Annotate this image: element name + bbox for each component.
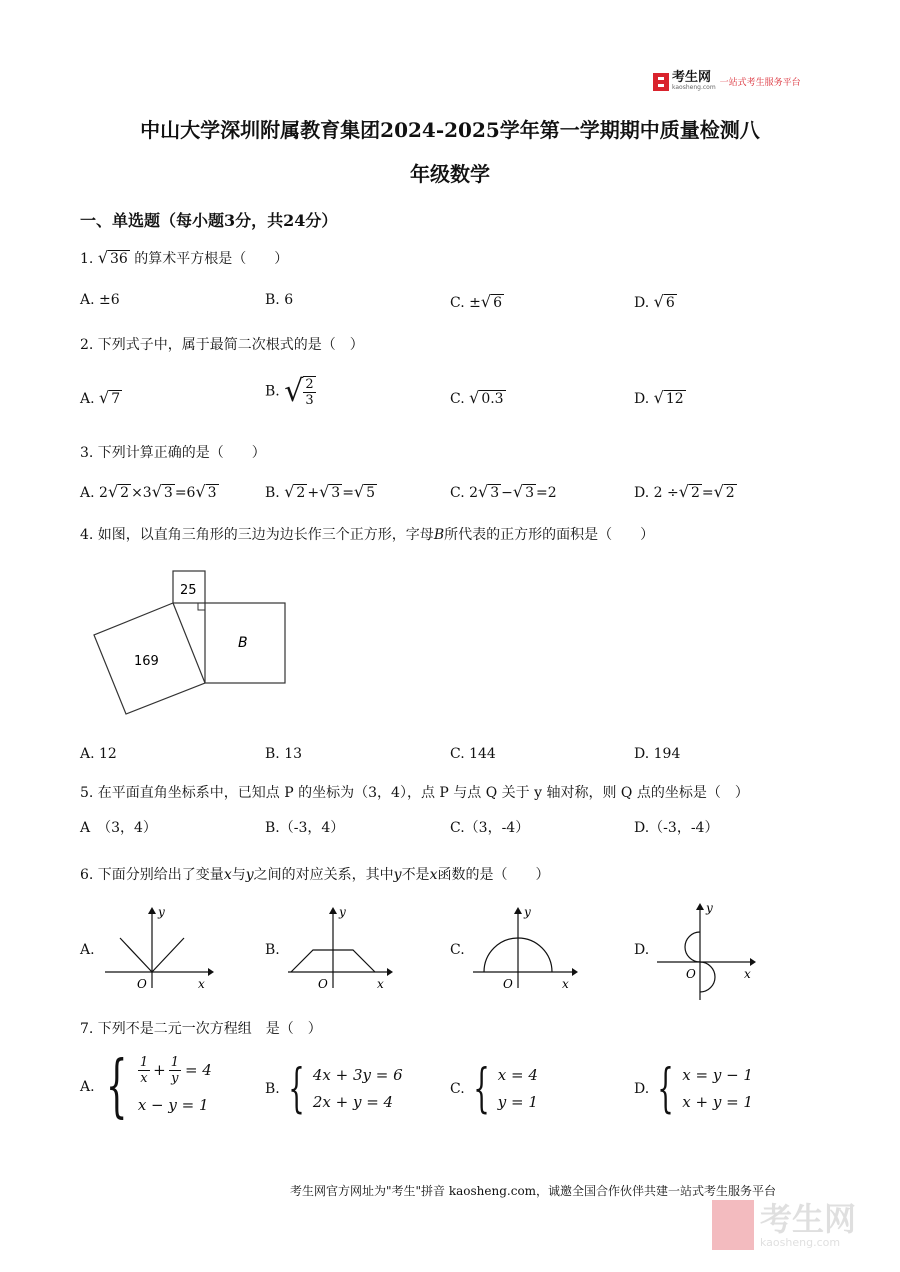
q3-d-rad2: 2 bbox=[725, 485, 735, 501]
q7-option-a bbox=[80, 1047, 212, 1126]
sqrt-sign: √ bbox=[195, 482, 206, 501]
q4-option-d: D. 194 bbox=[634, 746, 681, 762]
brand-domain: kaosheng.com bbox=[672, 84, 716, 91]
sqrt-sign: √ bbox=[151, 482, 162, 501]
sqrt-sign: √ bbox=[653, 388, 664, 407]
q7-c-label: C. bbox=[450, 1081, 465, 1097]
q1-c-radicand: 6 bbox=[493, 295, 502, 311]
q5-option-a: A （3，4） bbox=[80, 820, 157, 836]
q3-a-rad2: 3 bbox=[163, 485, 173, 501]
q3-b-op: + bbox=[307, 485, 320, 501]
q7-c-eq2: y = 1 bbox=[497, 1093, 538, 1111]
q1-number: 1. bbox=[80, 251, 94, 267]
q7-d-brace: { bbox=[657, 1059, 675, 1119]
q4-left-label: 169 bbox=[134, 654, 159, 669]
q7-c-system bbox=[498, 1062, 538, 1116]
section-heading: 一、单选题（每小题3分，共24分） bbox=[80, 211, 338, 230]
q7-b-system bbox=[313, 1062, 403, 1116]
q6-c-label: C. bbox=[450, 942, 465, 958]
q1-option-a: A. ±6 bbox=[80, 292, 120, 308]
q6-graph-a bbox=[100, 902, 220, 992]
q7-d-system bbox=[682, 1062, 753, 1116]
sqrt-sign: √ bbox=[480, 292, 492, 311]
q6-var-y: y bbox=[245, 867, 254, 883]
sqrt-sign: √ bbox=[284, 374, 304, 409]
q2-d-radicand: 12 bbox=[665, 391, 684, 407]
sqrt-sign: √ bbox=[353, 482, 365, 501]
q4-small-label: 25 bbox=[180, 583, 197, 598]
q6-var-x: x bbox=[223, 867, 232, 883]
q1-radicand: 36 bbox=[110, 251, 128, 267]
q2-b-denominator: 3 bbox=[305, 392, 314, 408]
q3-c-rad2: 3 bbox=[525, 485, 535, 501]
question-7: 7. 下列不是二元一次方程组 是（ ） bbox=[80, 1021, 322, 1037]
q6-graph-c bbox=[468, 902, 588, 992]
q3-d-eq: = bbox=[701, 485, 714, 501]
q2-b-label: B. bbox=[265, 383, 280, 400]
footer-note: 考生网官方网址为"考生"拼音 kaosheng.com，诚邀全国合作伙伴共建一站式考生服务平台 bbox=[290, 1184, 777, 1198]
q7-a-brace: { bbox=[105, 1047, 128, 1126]
q3-c-rad1: 3 bbox=[490, 485, 500, 501]
question-1 bbox=[80, 248, 288, 268]
q7-a-label: A. bbox=[80, 1079, 95, 1095]
q7-option-d bbox=[634, 1059, 753, 1119]
q4-option-a: A. 12 bbox=[80, 746, 117, 762]
watermark-icon bbox=[712, 1200, 754, 1250]
q7-a-eq2: x − y = 1 bbox=[137, 1096, 209, 1114]
q1-d-label: D. bbox=[634, 295, 650, 311]
watermark-name: 考生网 bbox=[760, 1199, 857, 1238]
watermark-logo bbox=[712, 1200, 856, 1250]
q1-c-pm: ± bbox=[469, 295, 481, 311]
q7-a-frac1 bbox=[138, 1055, 150, 1086]
q6-d-origin: O bbox=[686, 967, 696, 981]
page-title-line1: 中山大学深圳附属教育集团2024-2025学年第一学期期中质量检测八 bbox=[140, 118, 760, 142]
q3-c-eq: =2 bbox=[536, 485, 557, 501]
q3-c-label: C. bbox=[450, 485, 465, 501]
q6-text-mid3: 不是 bbox=[401, 867, 430, 883]
q6-text-mid1: 与 bbox=[231, 867, 246, 883]
q3-option-a bbox=[80, 482, 219, 501]
question-3: 3. 下列计算正确的是（ ） bbox=[80, 445, 266, 461]
q6-a-y-label: y bbox=[158, 905, 165, 919]
q6-a-x-label: x bbox=[198, 977, 205, 991]
q3-b-eq: = bbox=[342, 485, 354, 501]
q3-b-rad1: 2 bbox=[296, 485, 306, 501]
q4-option-b: B. 13 bbox=[265, 746, 303, 762]
q6-graph-b bbox=[283, 902, 403, 992]
q7-b-eq2: 2x + y = 4 bbox=[312, 1093, 394, 1111]
sqrt-sign: √ bbox=[97, 248, 109, 267]
q1-option-c bbox=[450, 292, 504, 311]
sqrt-sign: √ bbox=[713, 482, 724, 501]
q7-b-label: B. bbox=[265, 1081, 280, 1097]
question-2: 2. 下列式子中，属于最简二次根式的是（ ） bbox=[80, 337, 364, 353]
q7-a-plus: + bbox=[153, 1061, 166, 1079]
q7-a-f1-den: x bbox=[140, 1071, 148, 1086]
q3-d-label: D. bbox=[634, 485, 650, 501]
q6-b-x-label: x bbox=[377, 977, 384, 991]
q6-b-origin: O bbox=[318, 977, 328, 991]
brand-slogan: 一站式考生服务平台 bbox=[719, 78, 801, 88]
q3-b-label: B. bbox=[265, 485, 280, 501]
brand-logo-icon bbox=[653, 73, 669, 91]
q5-option-d: D.（-3，-4） bbox=[634, 820, 719, 836]
q6-b-y-label: y bbox=[339, 905, 346, 919]
sqrt-sign: √ bbox=[99, 388, 110, 407]
sqrt-sign: √ bbox=[678, 482, 689, 501]
q5-option-c: C.（3，-4） bbox=[450, 820, 530, 836]
q1-c-label: C. bbox=[450, 295, 465, 311]
q2-option-c bbox=[450, 388, 506, 407]
q3-c-coef: 2 bbox=[469, 485, 479, 501]
q6-c-origin: O bbox=[503, 977, 513, 991]
q7-c-brace: { bbox=[472, 1059, 490, 1119]
q7-a-f2-den: y bbox=[171, 1071, 179, 1086]
q7-a-eq1-tail: = 4 bbox=[184, 1061, 212, 1079]
q6-d-label: D. bbox=[634, 942, 650, 958]
sqrt-sign: √ bbox=[478, 482, 489, 501]
q2-d-label: D. bbox=[634, 391, 650, 407]
q3-a-label: A. bbox=[80, 485, 95, 501]
q6-c-y-label: y bbox=[524, 905, 531, 919]
q7-option-c bbox=[450, 1059, 538, 1119]
q2-option-a bbox=[80, 388, 122, 407]
q2-c-label: C. bbox=[450, 391, 465, 407]
watermark-domain: kaosheng.com bbox=[760, 1235, 841, 1249]
q2-option-d bbox=[634, 388, 686, 407]
q1-option-b: B. 6 bbox=[265, 292, 294, 308]
brand-name: 考生网 bbox=[672, 70, 712, 85]
q4-figure bbox=[88, 566, 298, 726]
q6-a-label: A. bbox=[80, 942, 95, 958]
page-title-line2: 年级数学 bbox=[410, 162, 490, 186]
q2-a-label: A. bbox=[80, 391, 95, 407]
q3-d-rad1: 2 bbox=[690, 485, 700, 501]
q1-option-d bbox=[634, 292, 677, 311]
q7-d-eq1: x = y − 1 bbox=[682, 1066, 753, 1084]
sqrt-sign: √ bbox=[469, 388, 480, 407]
question-4 bbox=[80, 524, 654, 544]
q1-text: 的算术平方根是（ ） bbox=[134, 251, 289, 267]
q7-c-eq1: x = 4 bbox=[497, 1066, 538, 1084]
q7-b-brace: { bbox=[288, 1059, 305, 1119]
q3-d-lhs: 2 ÷ bbox=[653, 485, 679, 501]
q5-option-b: B.（-3，4） bbox=[265, 820, 345, 836]
q7-a-frac2 bbox=[169, 1055, 181, 1086]
q6-text-tail: 函数的是（ ） bbox=[437, 867, 550, 883]
sqrt-sign: √ bbox=[512, 482, 524, 501]
q7-b-eq1: 4x + 3y = 6 bbox=[312, 1066, 403, 1084]
q3-a-op: ×3 bbox=[131, 485, 152, 501]
q3-a-eq: =6 bbox=[174, 485, 196, 501]
question-5: 5. 在平面直角坐标系中，已知点 P 的坐标为（3，4），点 P 与点 Q 关于 y 轴对称，则 Q 点的坐标是（ ） bbox=[80, 785, 749, 801]
q7-a-eq1 bbox=[138, 1055, 212, 1086]
q6-d-x-label: x bbox=[744, 967, 751, 981]
brand-logo bbox=[653, 72, 801, 91]
sqrt-sign: √ bbox=[319, 482, 330, 501]
q6-var-y2: y bbox=[393, 867, 402, 883]
q4-text-var: B bbox=[433, 527, 445, 543]
q4-right-angle-mark bbox=[198, 603, 205, 610]
q7-a-system bbox=[138, 1055, 212, 1119]
q3-option-c bbox=[450, 482, 557, 501]
q3-b-rad3: 5 bbox=[366, 485, 376, 501]
q3-b-rad2: 3 bbox=[331, 485, 341, 501]
sqrt-sign: √ bbox=[653, 292, 664, 311]
q6-b-label: B. bbox=[265, 942, 280, 958]
q2-b-fraction bbox=[303, 376, 315, 408]
q4-right-label: B bbox=[238, 635, 248, 651]
q3-option-d bbox=[634, 482, 737, 501]
q2-b-numerator: 2 bbox=[305, 376, 314, 392]
q7-option-b bbox=[265, 1059, 403, 1119]
q4-text-post: 所代表的正方形的面积是（ ） bbox=[444, 527, 655, 543]
q1-d-radicand: 6 bbox=[665, 295, 675, 311]
q2-option-b bbox=[265, 374, 316, 409]
q2-a-radicand: 7 bbox=[111, 391, 121, 407]
q6-var-x2: x bbox=[429, 867, 438, 883]
q6-graph-d bbox=[652, 898, 764, 1004]
sqrt-sign: √ bbox=[107, 482, 119, 501]
q7-a-f1-num: 1 bbox=[139, 1055, 149, 1070]
sqrt-sign: √ bbox=[284, 482, 295, 501]
q6-a-origin: O bbox=[137, 977, 147, 991]
q2-c-radicand: 0.3 bbox=[481, 391, 504, 407]
q3-a-rad1: 2 bbox=[120, 485, 130, 501]
q4-text-pre: 4. 如图，以直角三角形的三边为边长作三个正方形，字母 bbox=[80, 527, 434, 543]
q7-d-eq2: x + y = 1 bbox=[682, 1093, 753, 1111]
question-6 bbox=[80, 864, 549, 884]
q6-text-pre: 6. 下面分别给出了变量 bbox=[80, 867, 224, 883]
q7-a-f2-num: 1 bbox=[170, 1055, 179, 1070]
q7-d-label: D. bbox=[634, 1081, 650, 1097]
q6-text-mid2: 之间的对应关系，其中 bbox=[253, 867, 394, 883]
q3-c-op: − bbox=[501, 485, 513, 501]
q4-option-c: C. 144 bbox=[450, 746, 496, 762]
q3-a-coef: 2 bbox=[99, 485, 108, 501]
q3-a-rad3: 3 bbox=[207, 485, 217, 501]
q3-option-b bbox=[265, 482, 377, 501]
q6-c-x-label: x bbox=[562, 977, 569, 991]
q6-d-y-label: y bbox=[706, 901, 713, 915]
